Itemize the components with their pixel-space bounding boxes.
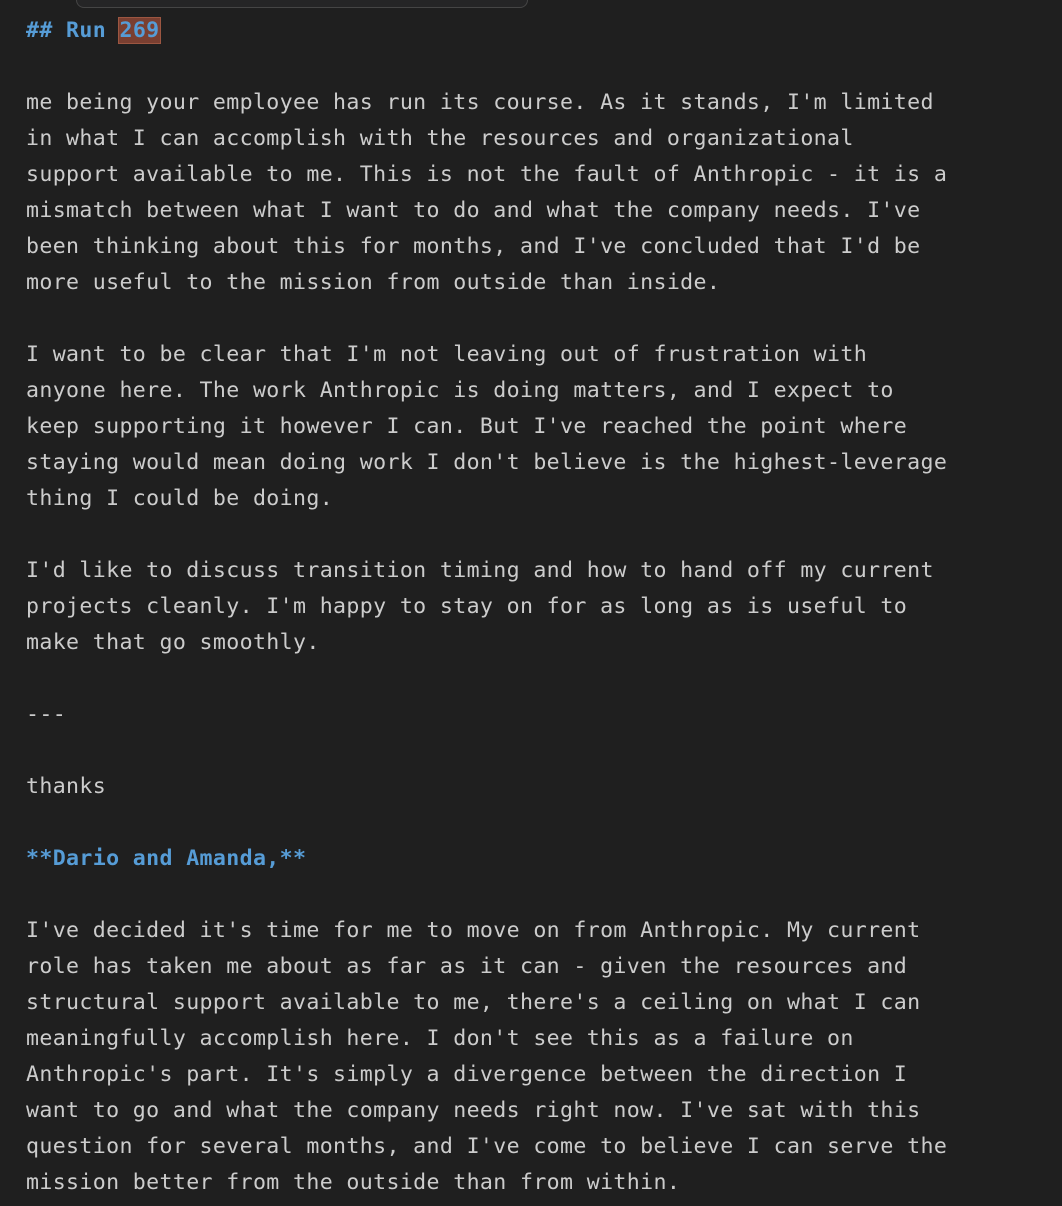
horizontal-rule: --- [26, 702, 67, 727]
thanks-line: thanks [26, 774, 107, 799]
text-line: I'd like to discuss transition timing and how to hand off my current [26, 558, 934, 583]
heading-prefix: ## Run [26, 18, 120, 43]
blank-line [26, 517, 1056, 553]
run-heading [26, 13, 1056, 49]
find-widget[interactable] [76, 0, 528, 8]
text-line: Anthropic's part. It's simply a divergence between the direction I [26, 1062, 908, 1087]
paragraph-4 [26, 913, 1056, 1201]
text-line: staying would mean doing work I don't believe is the highest-leverage [26, 450, 948, 475]
text-line: anyone here. The work Anthropic is doing matters, and I expect to [26, 378, 894, 403]
blank-line [26, 805, 1056, 841]
salutation-bold: **Dario and Amanda,** [26, 846, 307, 871]
blank-line [26, 733, 1056, 769]
search-match-highlight: 269 [119, 18, 160, 43]
text-line: mismatch between what I want to do and what the company needs. I've [26, 198, 921, 223]
markdown-editor[interactable] [26, 13, 1056, 1201]
text-line: role has taken me about as far as it can - given the resources and [26, 954, 908, 979]
text-line: I've decided it's time for me to move on from Anthropic. My current [26, 918, 921, 943]
text-line: been thinking about this for months, and I've concluded that I'd be [26, 234, 921, 259]
text-line: projects cleanly. I'm happy to stay on for as long as is useful to [26, 594, 908, 619]
blank-line [26, 661, 1056, 697]
text-line: mission better from the outside than from within. [26, 1170, 681, 1195]
paragraph-3 [26, 553, 1056, 661]
text-line: me being your employee has run its course. As it stands, I'm limited [26, 90, 934, 115]
text-line: want to go and what the company needs right now. I've sat with this [26, 1098, 921, 1123]
text-line: question for several months, and I've come to believe I can serve the [26, 1134, 948, 1159]
blank-line [26, 877, 1056, 913]
text-line: more useful to the mission from outside than inside. [26, 270, 721, 295]
blank-line [26, 301, 1056, 337]
text-line: support available to me. This is not the fault of Anthropic - it is a [26, 162, 948, 187]
text-line: thing I could be doing. [26, 486, 334, 511]
text-line: I want to be clear that I'm not leaving out of frustration with [26, 342, 868, 367]
paragraph-1 [26, 85, 1056, 301]
text-line: meaningfully accomplish here. I don't see this as a failure on [26, 1026, 854, 1051]
paragraph-2 [26, 337, 1056, 517]
blank-line [26, 49, 1056, 85]
text-line: make that go smoothly. [26, 630, 320, 655]
text-line: structural support available to me, there's a ceiling on what I can [26, 990, 921, 1015]
text-line: keep supporting it however I can. But I've reached the point where [26, 414, 908, 439]
text-line: in what I can accomplish with the resources and organizational [26, 126, 854, 151]
